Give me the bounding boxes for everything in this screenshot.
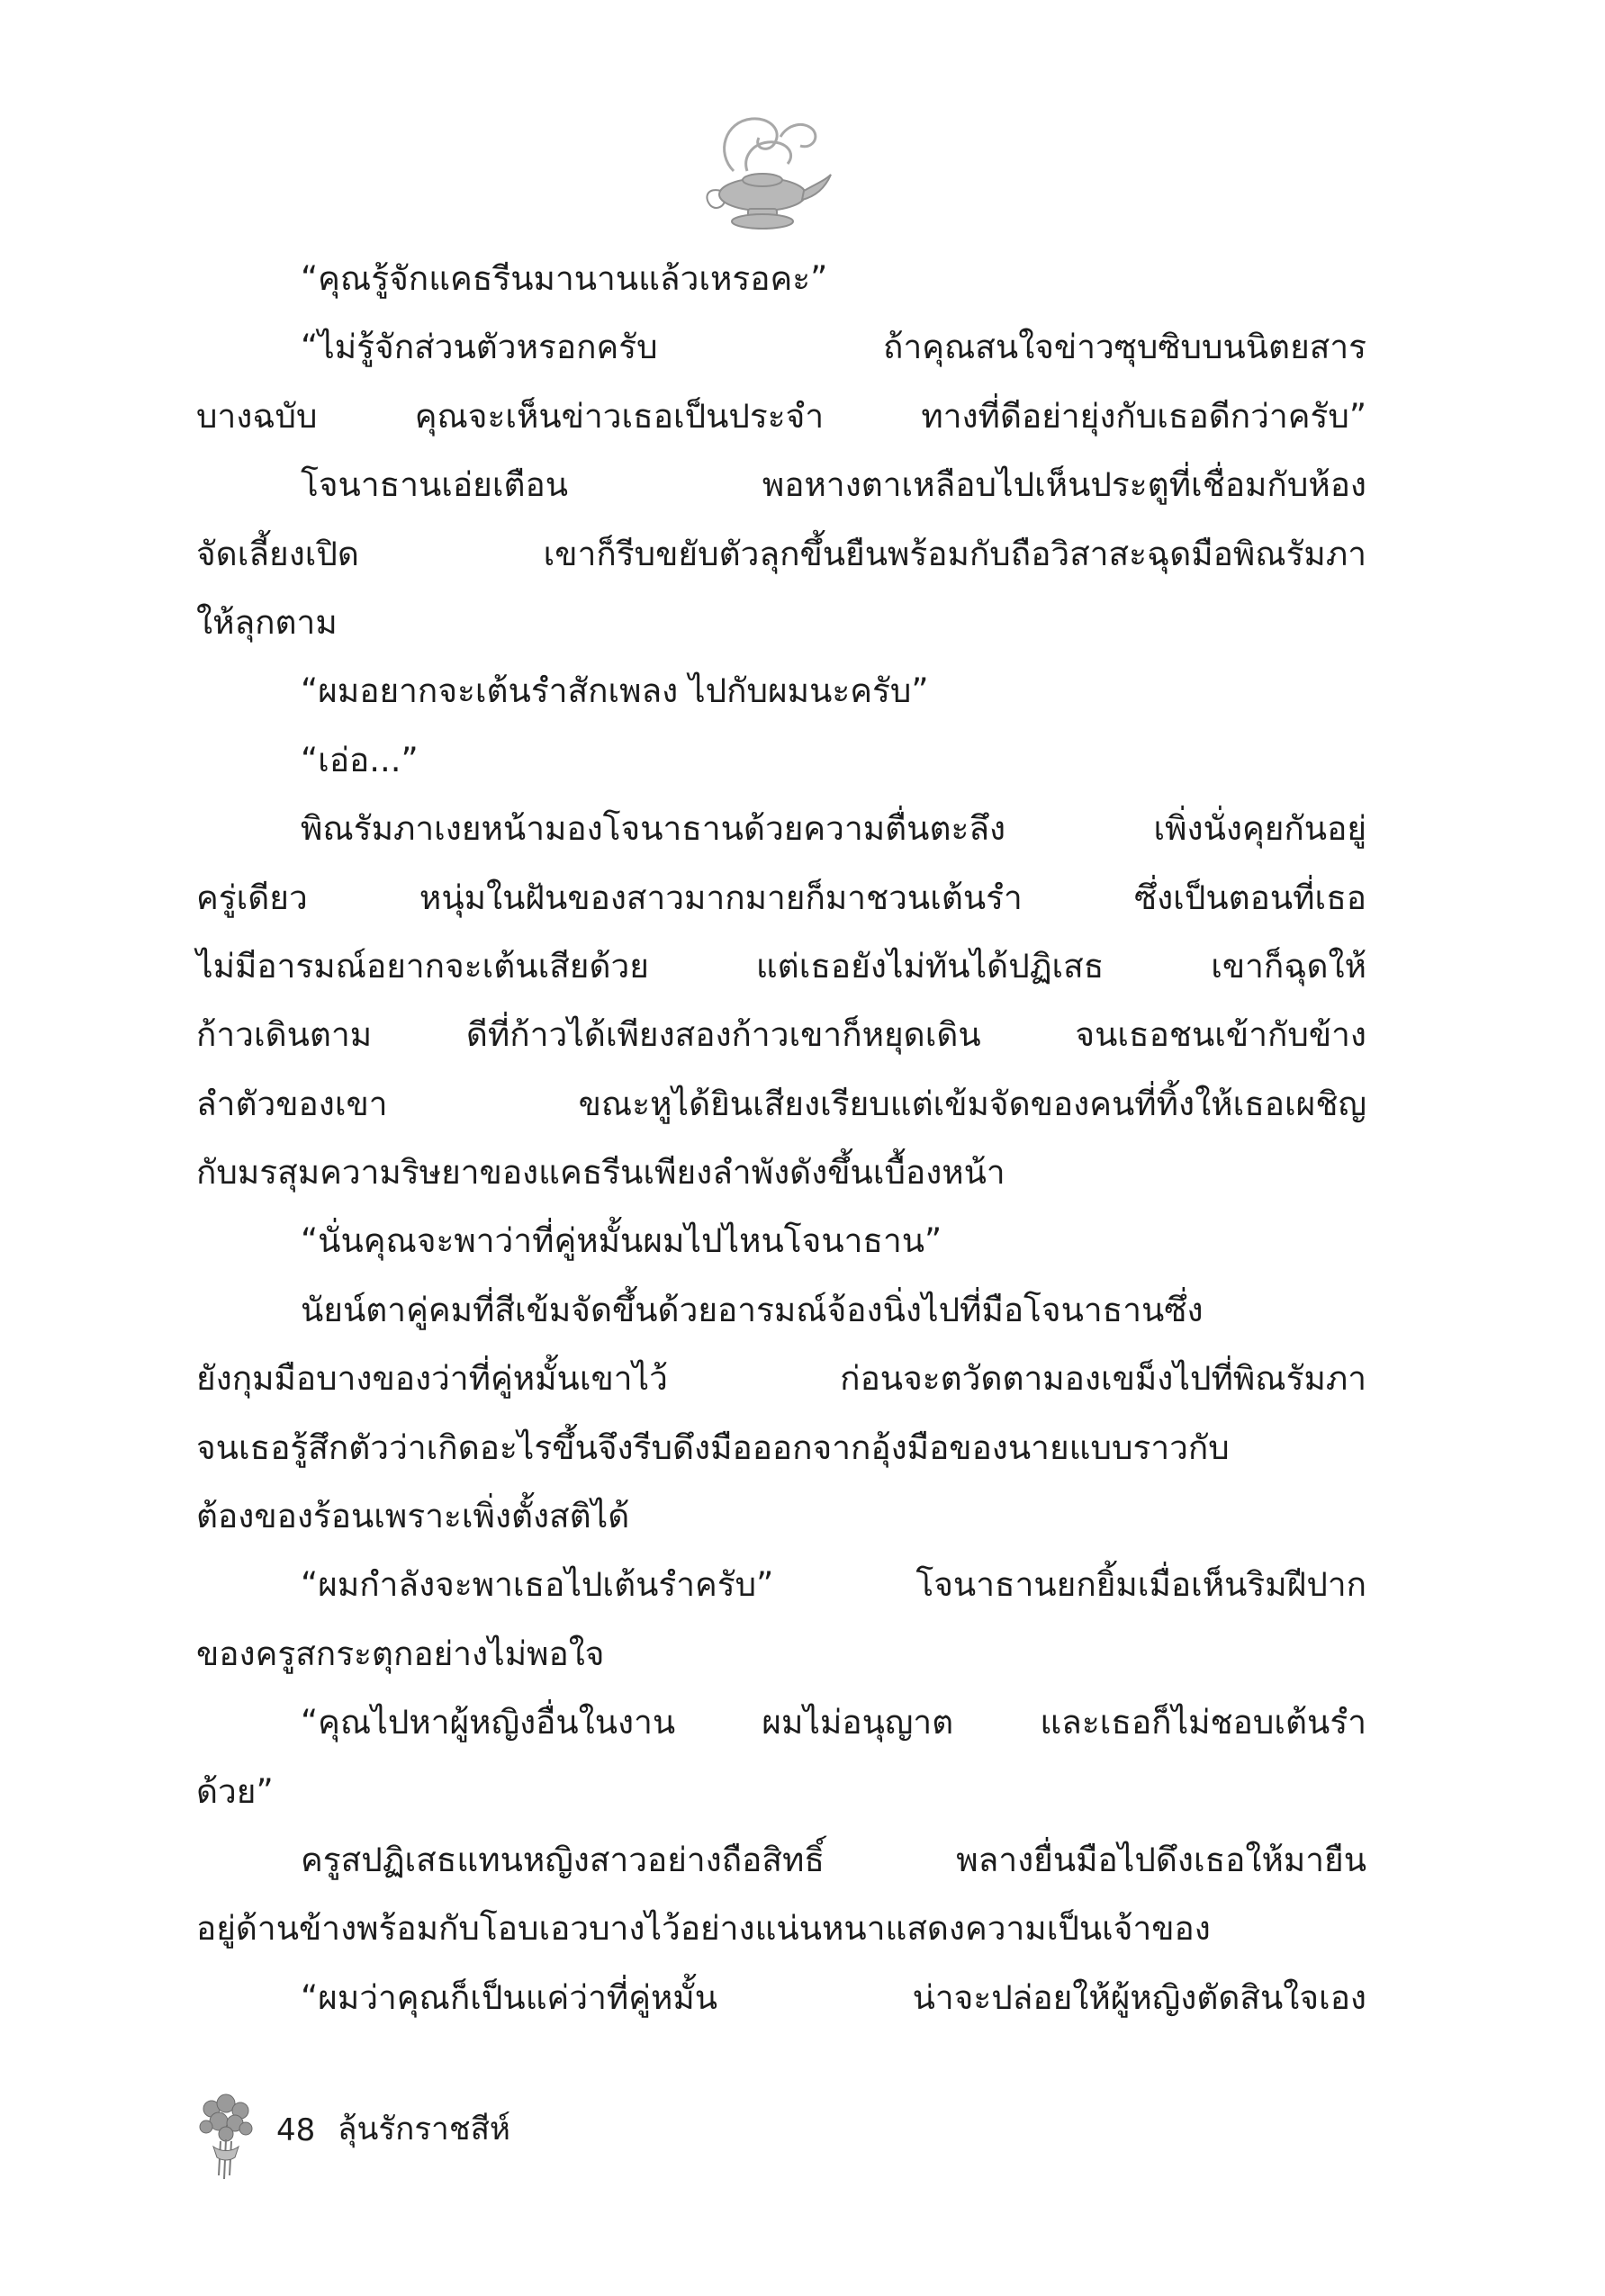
text-line: กับมรสุมความริษยาของแคธรีนเพียงลำพังดังขึ้นเบื้องหน้า [196,1153,1005,1193]
text-line: บางฉบับ คุณจะเห็นข่าวเธอเป็นประจำ ทางที่ดีอย่ายุ่งกับเธอดีกว่าครับ” [196,396,1366,436]
text-line: ไม่มีอารมณ์อยากจะเต้นเสียด้วย แต่เธอยังไม่ทันได้ปฏิเสธ เขาก็ฉุดให้ [196,946,1366,986]
book-title: ลุ้นรักราชสีห์ [338,2111,511,2147]
text-line: ลำตัวของเขา ขณะหูได้ยินเสียงเรียบแต่เข้มจัดของคนที่ทิ้งให้เธอเผชิญ [196,1084,1366,1123]
text-line: จัดเลี้ยงเปิด เขาก็รีบขยับตัวลุกขึ้นยืนพร้อมกับถือวิสาสะฉุดมือพิณรัมภา [196,534,1366,573]
text-line: “ไม่รู้จักส่วนตัวหรอกครับ ถ้าคุณสนใจข่าวซุบซิบบนนิตยสาร [301,328,1366,367]
text-line: ของครูสกระตุกอย่างไม่พอใจ [196,1634,605,1673]
text-line: ยังกุมมือบางของว่าที่คู่หมั้นเขาไว้ ก่อนจะตวัดตามองเขม็งไปที่พิณรัมภา [196,1359,1366,1399]
text-line: “ผมว่าคุณก็เป็นแค่ว่าที่คู่หมั้น น่าจะปล่อยให้ผู้หญิงตัดสินใจเอง [301,1977,1366,2017]
text-line: ก้าวเดินตาม ดีที่ก้าวได้เพียงสองก้าวเขาก็หยุดเดิน จนเธอชนเข้ากับข้าง [196,1015,1366,1055]
text-line: “คุณไปหาผู้หญิงอื่นในงาน ผมไม่อนุญาต และเธอก็ไม่ชอบเต้นรำ [301,1703,1366,1742]
text-line: ด้วย” [196,1771,274,1811]
page-number: 48 [276,2112,316,2148]
text-line: ต้องของร้อนเพราะเพิ่งตั้งสติได้ [196,1497,630,1536]
text-line: พิณรัมภาเงยหน้ามองโจนาธานด้วยความตื่นตะลึง เพิ่งนั่งคุยกันอยู่ [301,809,1366,849]
text-line: “คุณรู้จักแคธรีนมานานแล้วเหรอคะ” [301,259,828,298]
text-line: ครูสปฏิเสธแทนหญิงสาวอย่างถือสิทธิ์ พลางยื่นมือไปดึงเธอให้มายืน [301,1840,1366,1879]
chapter-text [196,245,1366,2032]
text-line: “ผมกำลังจะพาเธอไปเต้นรำครับ” โจนาธานยกยิ้มเมื่อเห็นริมฝีปาก [301,1565,1366,1605]
genie-lamp-icon [698,108,833,234]
text-line: นัยน์ตาคู่คมที่สีเข้มจัดขึ้นด้วยอารมณ์จ้องนิ่งไปที่มือโจนาธานซึ่ง [301,1290,1204,1329]
text-line: ครู่เดียว หนุ่มในฝันของสาวมากมายก็มาชวนเต้นรำ ซึ่งเป็นตอนที่เธอ [196,878,1366,917]
text-line: อยู่ด้านข้างพร้อมกับโอบเอวบางไว้อย่างแน่นหนาแสดงความเป็นเจ้าของ [196,1909,1211,1949]
flower-bouquet-icon [194,2093,258,2183]
page-footer [194,2093,734,2183]
text-line: “นั่นคุณจะพาว่าที่คู่หมั้นผมไปไหนโจนาธาน” [301,1221,942,1261]
text-line: “ผมอยากจะเต้นรำสักเพลง ไปกับผมนะครับ” [301,671,929,711]
text-line: ให้ลุกตาม [196,602,338,642]
text-line: จนเธอรู้สึกตัวว่าเกิดอะไรขึ้นจึงรีบดึงมือออกจากอุ้งมือของนายแบบราวกับ [196,1427,1230,1467]
text-line: โจนาธานเอ่ยเตือน พอหางตาเหลือบไปเห็นประตูที่เชื่อมกับห้อง [301,465,1366,505]
text-line: “เอ่อ...” [301,740,419,779]
